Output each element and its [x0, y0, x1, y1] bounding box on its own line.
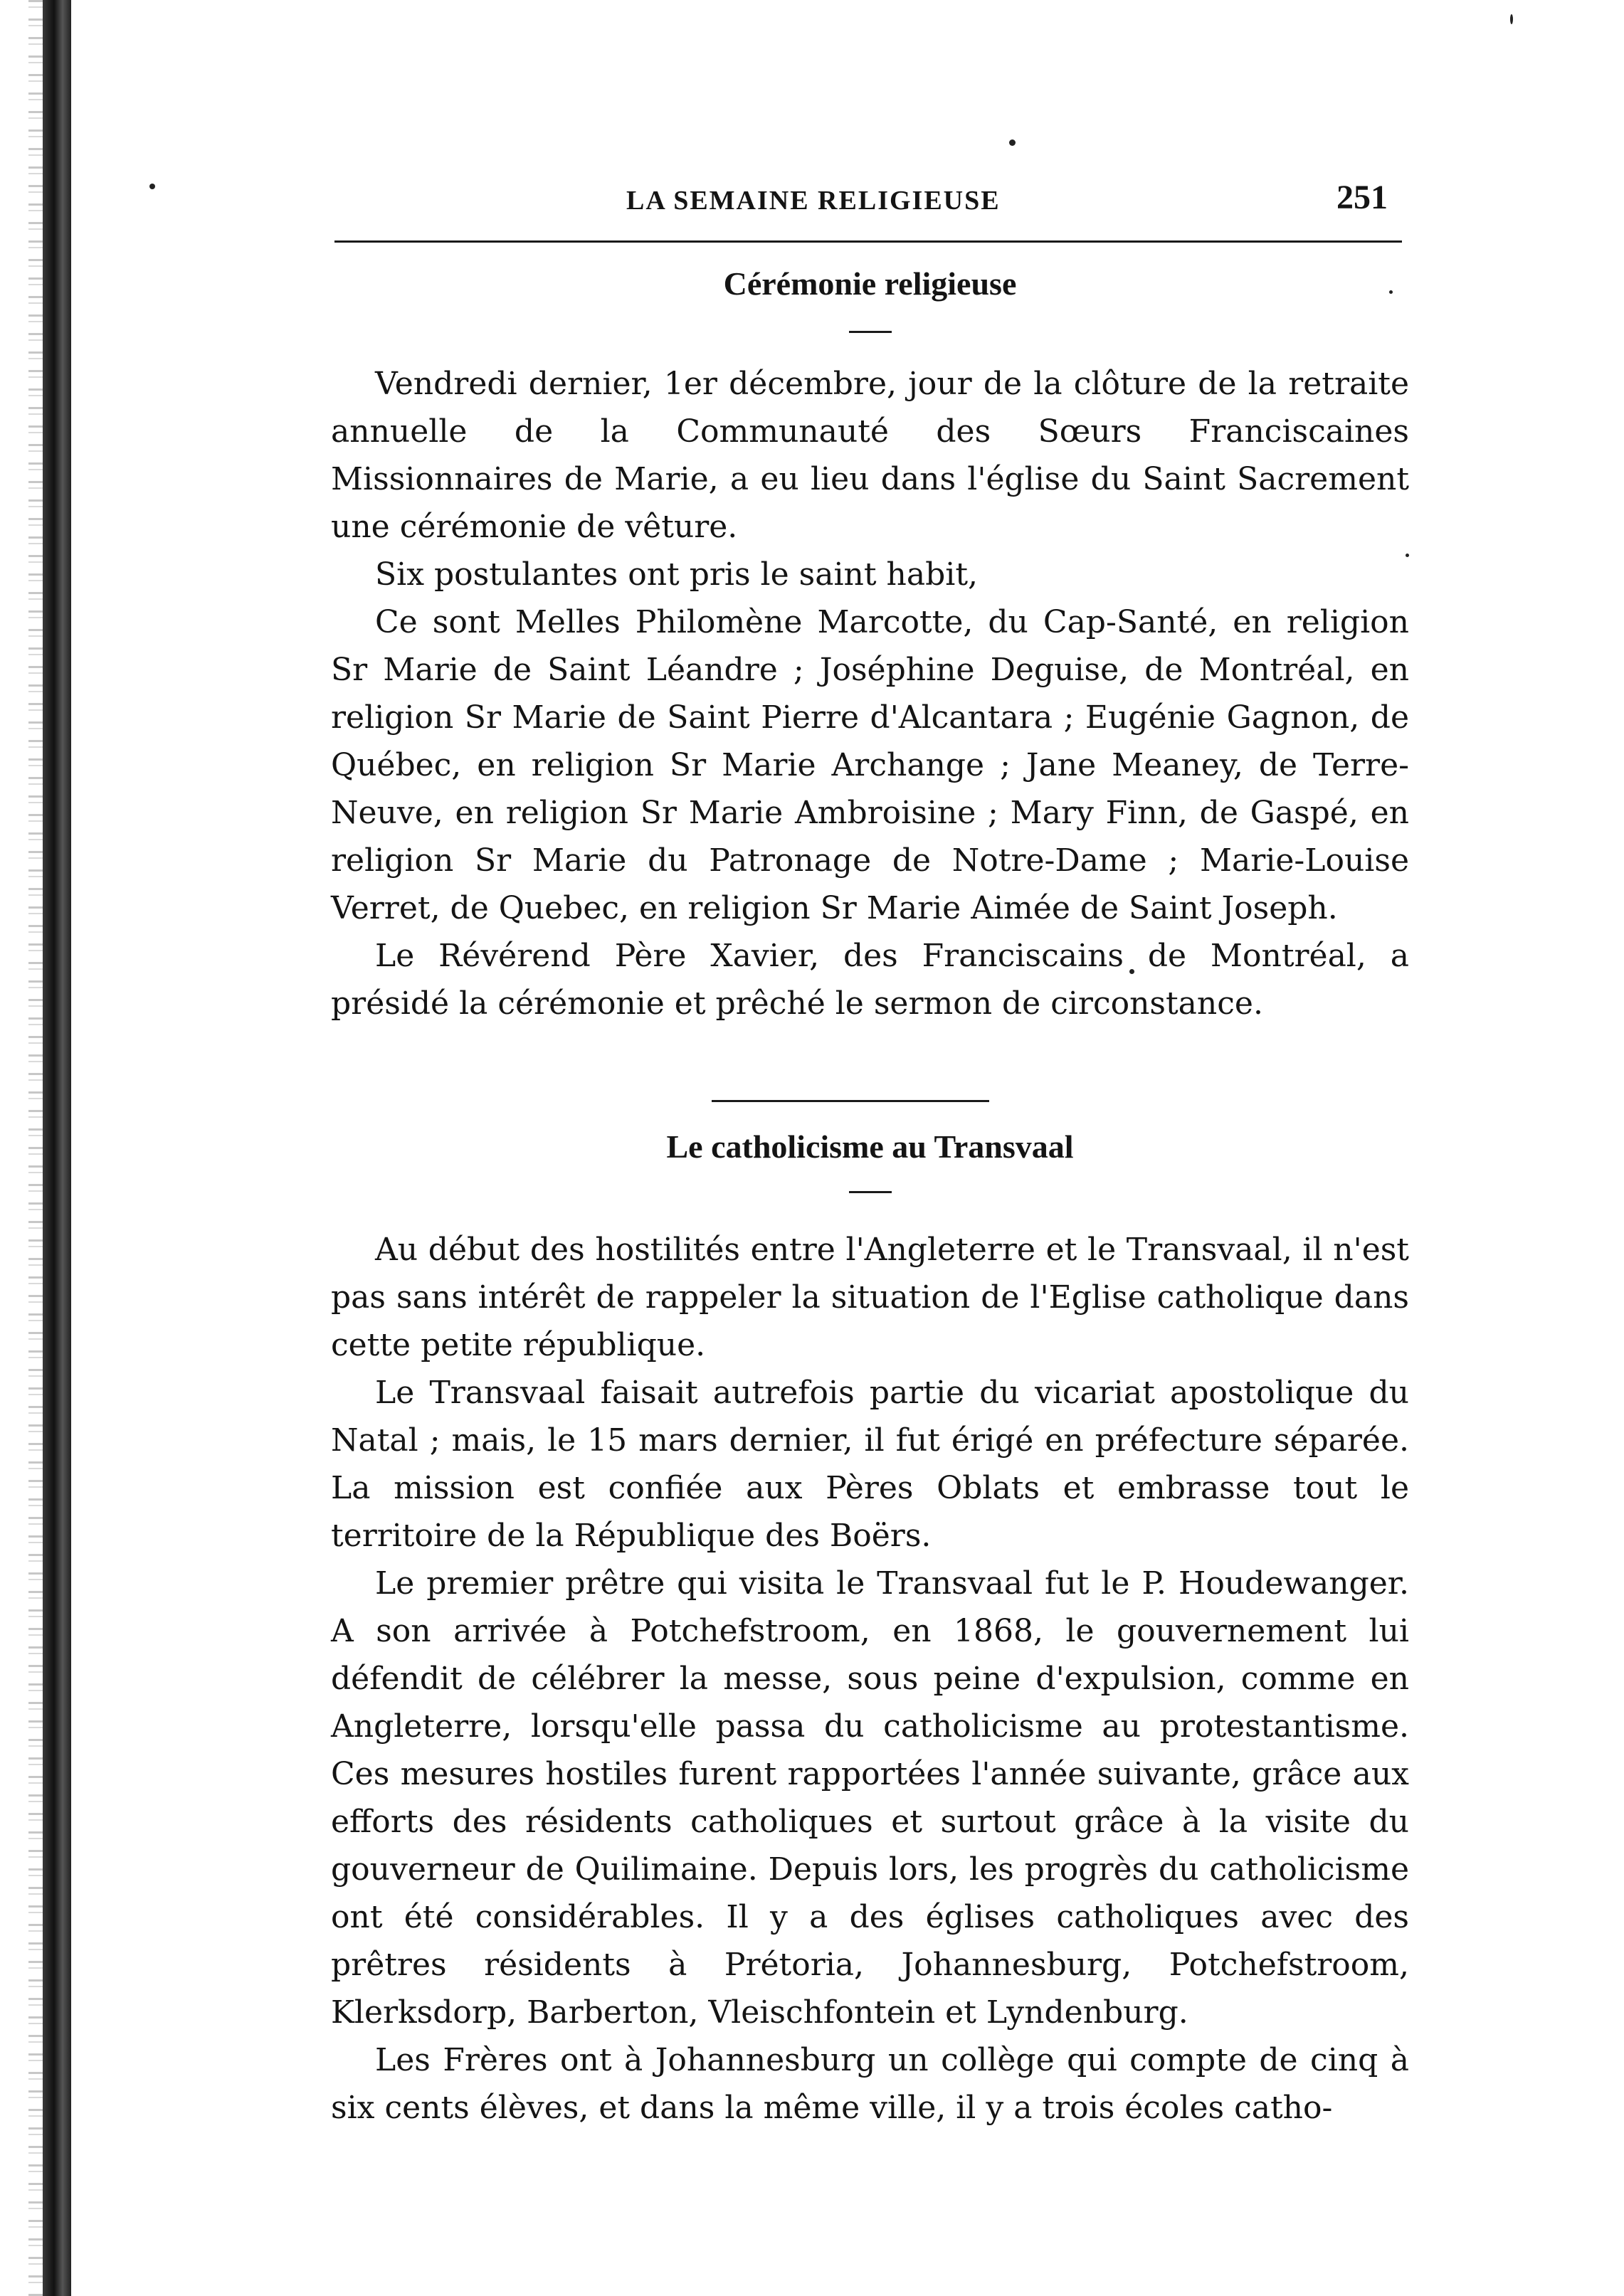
article-title: Le catholicisme au Transvaal	[666, 1128, 1074, 1165]
section-divider	[712, 1100, 989, 1102]
paragraph: Les Frères ont à Johannesburg un collège qui compte de cinq à six cents élèves, et dans la même ville, il y a trois écoles catho-	[331, 2042, 1409, 2126]
binding-edge-speckle	[28, 0, 43, 2296]
paragraph: Ce sont Melles Philomène Marcotte, du Cap-Santé, en religion Sr Marie de Saint Léandre ; Joséphine Deguise, de Montréal, en religion Sr Marie de Saint Pierre d'Alcantara ; Eugénie Gagnon, de Québec, en religion Sr Marie Archange ; Jane Meaney, de Terre-Neuve, en religion Sr Marie Ambroisine ; Mary Finn, de Gaspé, en religion Sr Marie du Patronage de Notre-Dame ; Marie-Louise Verret, de Quebec, en religion Sr Marie Aimée de Saint Joseph.	[331, 604, 1409, 926]
ink-speck	[149, 184, 155, 189]
running-title: LA SEMAINE RELIGIEUSE	[626, 186, 1001, 216]
header-rule	[334, 240, 1402, 243]
paragraph: Au début des hostilités entre l'Angleterre et le Transvaal, il n'est pas sans intérêt de rappeler la situation de l'Eglise catholique dans cette petite république.	[331, 1232, 1409, 1363]
paragraph: Le Révérend Père Xavier, des Franciscains de Montréal, a présidé la cérémonie et prêché le sermon de circonstance.	[331, 938, 1409, 1022]
ink-speck	[1510, 14, 1513, 24]
article-ceremonie	[331, 265, 1409, 1027]
article-title: Cérémonie religieuse	[723, 265, 1017, 302]
page-number: 251	[1336, 179, 1388, 216]
paragraph: Six postulantes ont pris le saint habit,	[375, 556, 978, 593]
running-head	[334, 178, 1402, 228]
article-transvaal	[331, 1128, 1409, 2132]
paragraph: Le Transvaal faisait autrefois partie du vicariat apostolique du Natal ; mais, le 15 mars dernier, il fut érigé en préfecture séparée. La mission est confiée aux Pères Oblats et embrasse tout le territoire de la République des Boërs.	[331, 1375, 1409, 1554]
ink-speck	[1009, 139, 1016, 146]
paragraph: Le premier prêtre qui visita le Transvaal fut le P. Houdewanger. A son arrivée à Potchefstroom, en 1868, le gouvernement lui défendit de célébrer la messe, sous peine d'expulsion, comme en Angleterre, lorsqu'elle passa du catholicisme au protestantisme. Ces mesures hostiles furent rapportées l'année suivante, grâce aux efforts des résidents catholiques et surtout grâce à la visite du gouverneur de Quilimaine. Depuis lors, les progrès du catholicisme ont été considérables. Il y a des églises catholiques avec des prêtres résidents à Prétoria, Johannesburg, Potchefstroom, Klerksdorp, Barberton, Vleischfontein et Lyndenburg.	[331, 1565, 1409, 2031]
binding-edge	[43, 0, 71, 2296]
paragraph: Vendredi dernier, 1er décembre, jour de la clôture de la retraite annuelle de la Communauté des Sœurs Franciscaines Missionnaires de Marie, a eu lieu dans l'église du Saint Sacrement une cérémonie de vêture.	[331, 366, 1409, 545]
